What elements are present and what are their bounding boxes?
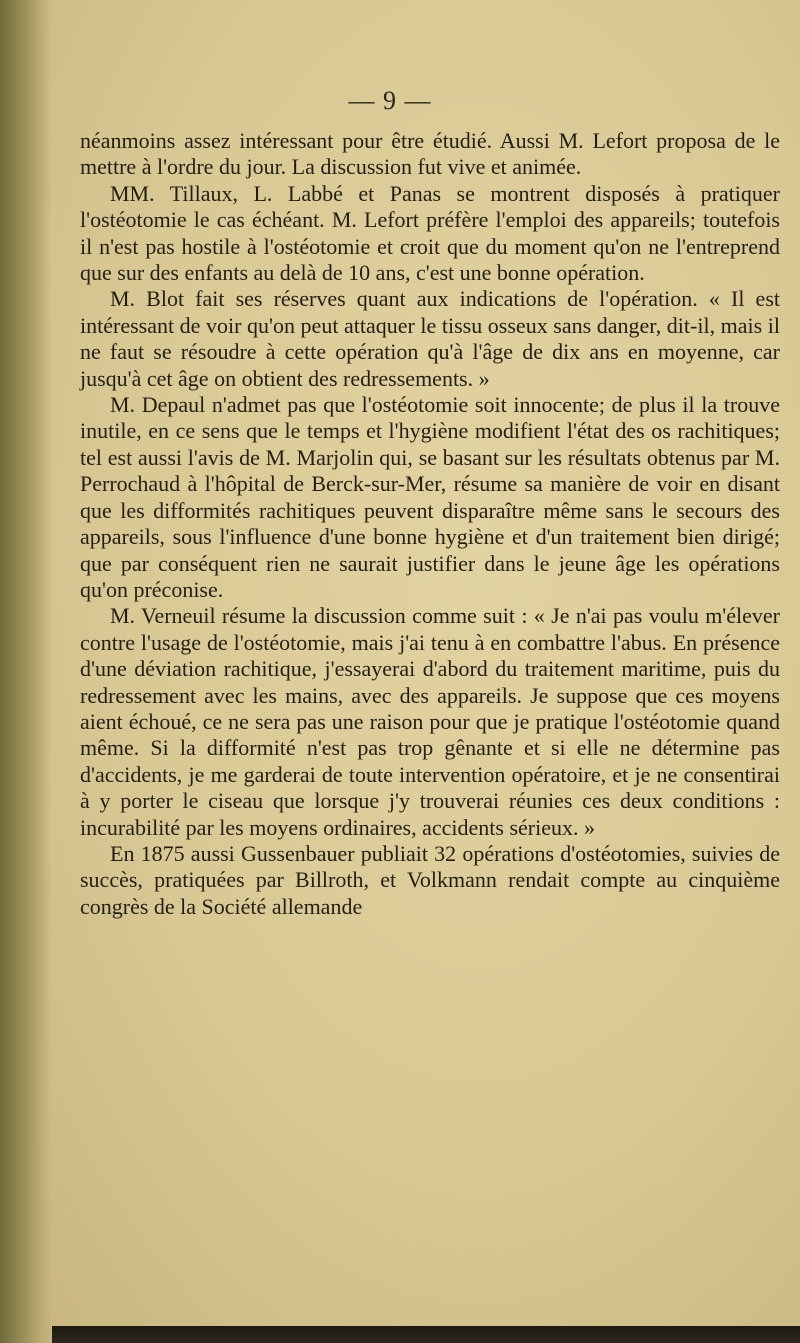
bottom-dark-edge: [52, 1326, 800, 1343]
paragraph-gussenbauer: En 1875 aussi Gussenbauer publiait 32 opérations d'ostéotomies, suivies de succès, pratiquées par Billroth, et Volkmann rendait compte au cinquième congrès de la Société allemande: [80, 840, 780, 919]
body-text: [80, 128, 780, 920]
paragraph-verneuil: M. Verneuil résume la discussion comme suit : « Je n'ai pas voulu m'élever contre l'usage de l'ostéotomie, mais j'ai tenu à en combattre l'abus. En présence d'une déviation rachitique, j'essayerai d'abord du traitement maritime, puis du redressement avec les mains, avec des appareils. Je suppose que ces moyens aient échoué, ce ne sera pas une raison pour que je pratique l'ostéotomie quand même. Si la difformité n'est pas trop gênante et si elle ne détermine pas d'accidents, je me garderai de toute intervention opératoire, et je ne consentirai à y porter le ciseau que lorsque j'y trouverai réunies ces deux conditions : incurabilité par les moyens ordinaires, accidents sérieux. »: [80, 603, 780, 840]
page-number: — 9 —: [348, 86, 432, 115]
page-gutter-shadow: [0, 0, 52, 1343]
paragraph-continuation: néanmoins assez intéressant pour être étudié. Aussi M. Lefort proposa de le mettre à l'ordre du jour. La discussion fut vive et animée.: [80, 128, 780, 180]
paragraph-tillaux-labbe-panas: MM. Tillaux, L. Labbé et Panas se montrent disposés à pratiquer l'ostéotomie le cas échéant. M. Lefort préfère l'emploi des appareils; toutefois il n'est pas hostile à l'ostéotomie et croit que du moment qu'on ne l'entreprend que sur des enfants au delà de 10 ans, c'est une bonne opération.: [80, 180, 780, 286]
paragraph-depaul-marjolin: M. Depaul n'admet pas que l'ostéotomie soit innocente; de plus il la trouve inutile, en ce sens que le temps et l'hygiène modifient l'état des os rachitiques; tel est aussi l'avis de M. Marjolin qui, se basant sur les résultats obtenus par M. Perrochaud à l'hôpital de Berck-sur-Mer, résume sa manière de voir en disant que les difformités rachitiques peuvent disparaître même sans le secours des appareils, sous l'influence d'une bonne hygiène et d'un traitement bien dirigé; que par conséquent rien ne saurait justifier dans le jeune âge les opérations qu'on préconise.: [80, 392, 780, 602]
paragraph-blot: M. Blot fait ses réserves quant aux indications de l'opération. « Il est intéressant de voir qu'on peut attaquer le tissu osseux sans danger, dit-il, mais il ne faut se résoudre à cette opération qu'à l'âge de dix ans en moyenne, car jusqu'à cet âge on obtient des redressements. »: [80, 286, 780, 391]
